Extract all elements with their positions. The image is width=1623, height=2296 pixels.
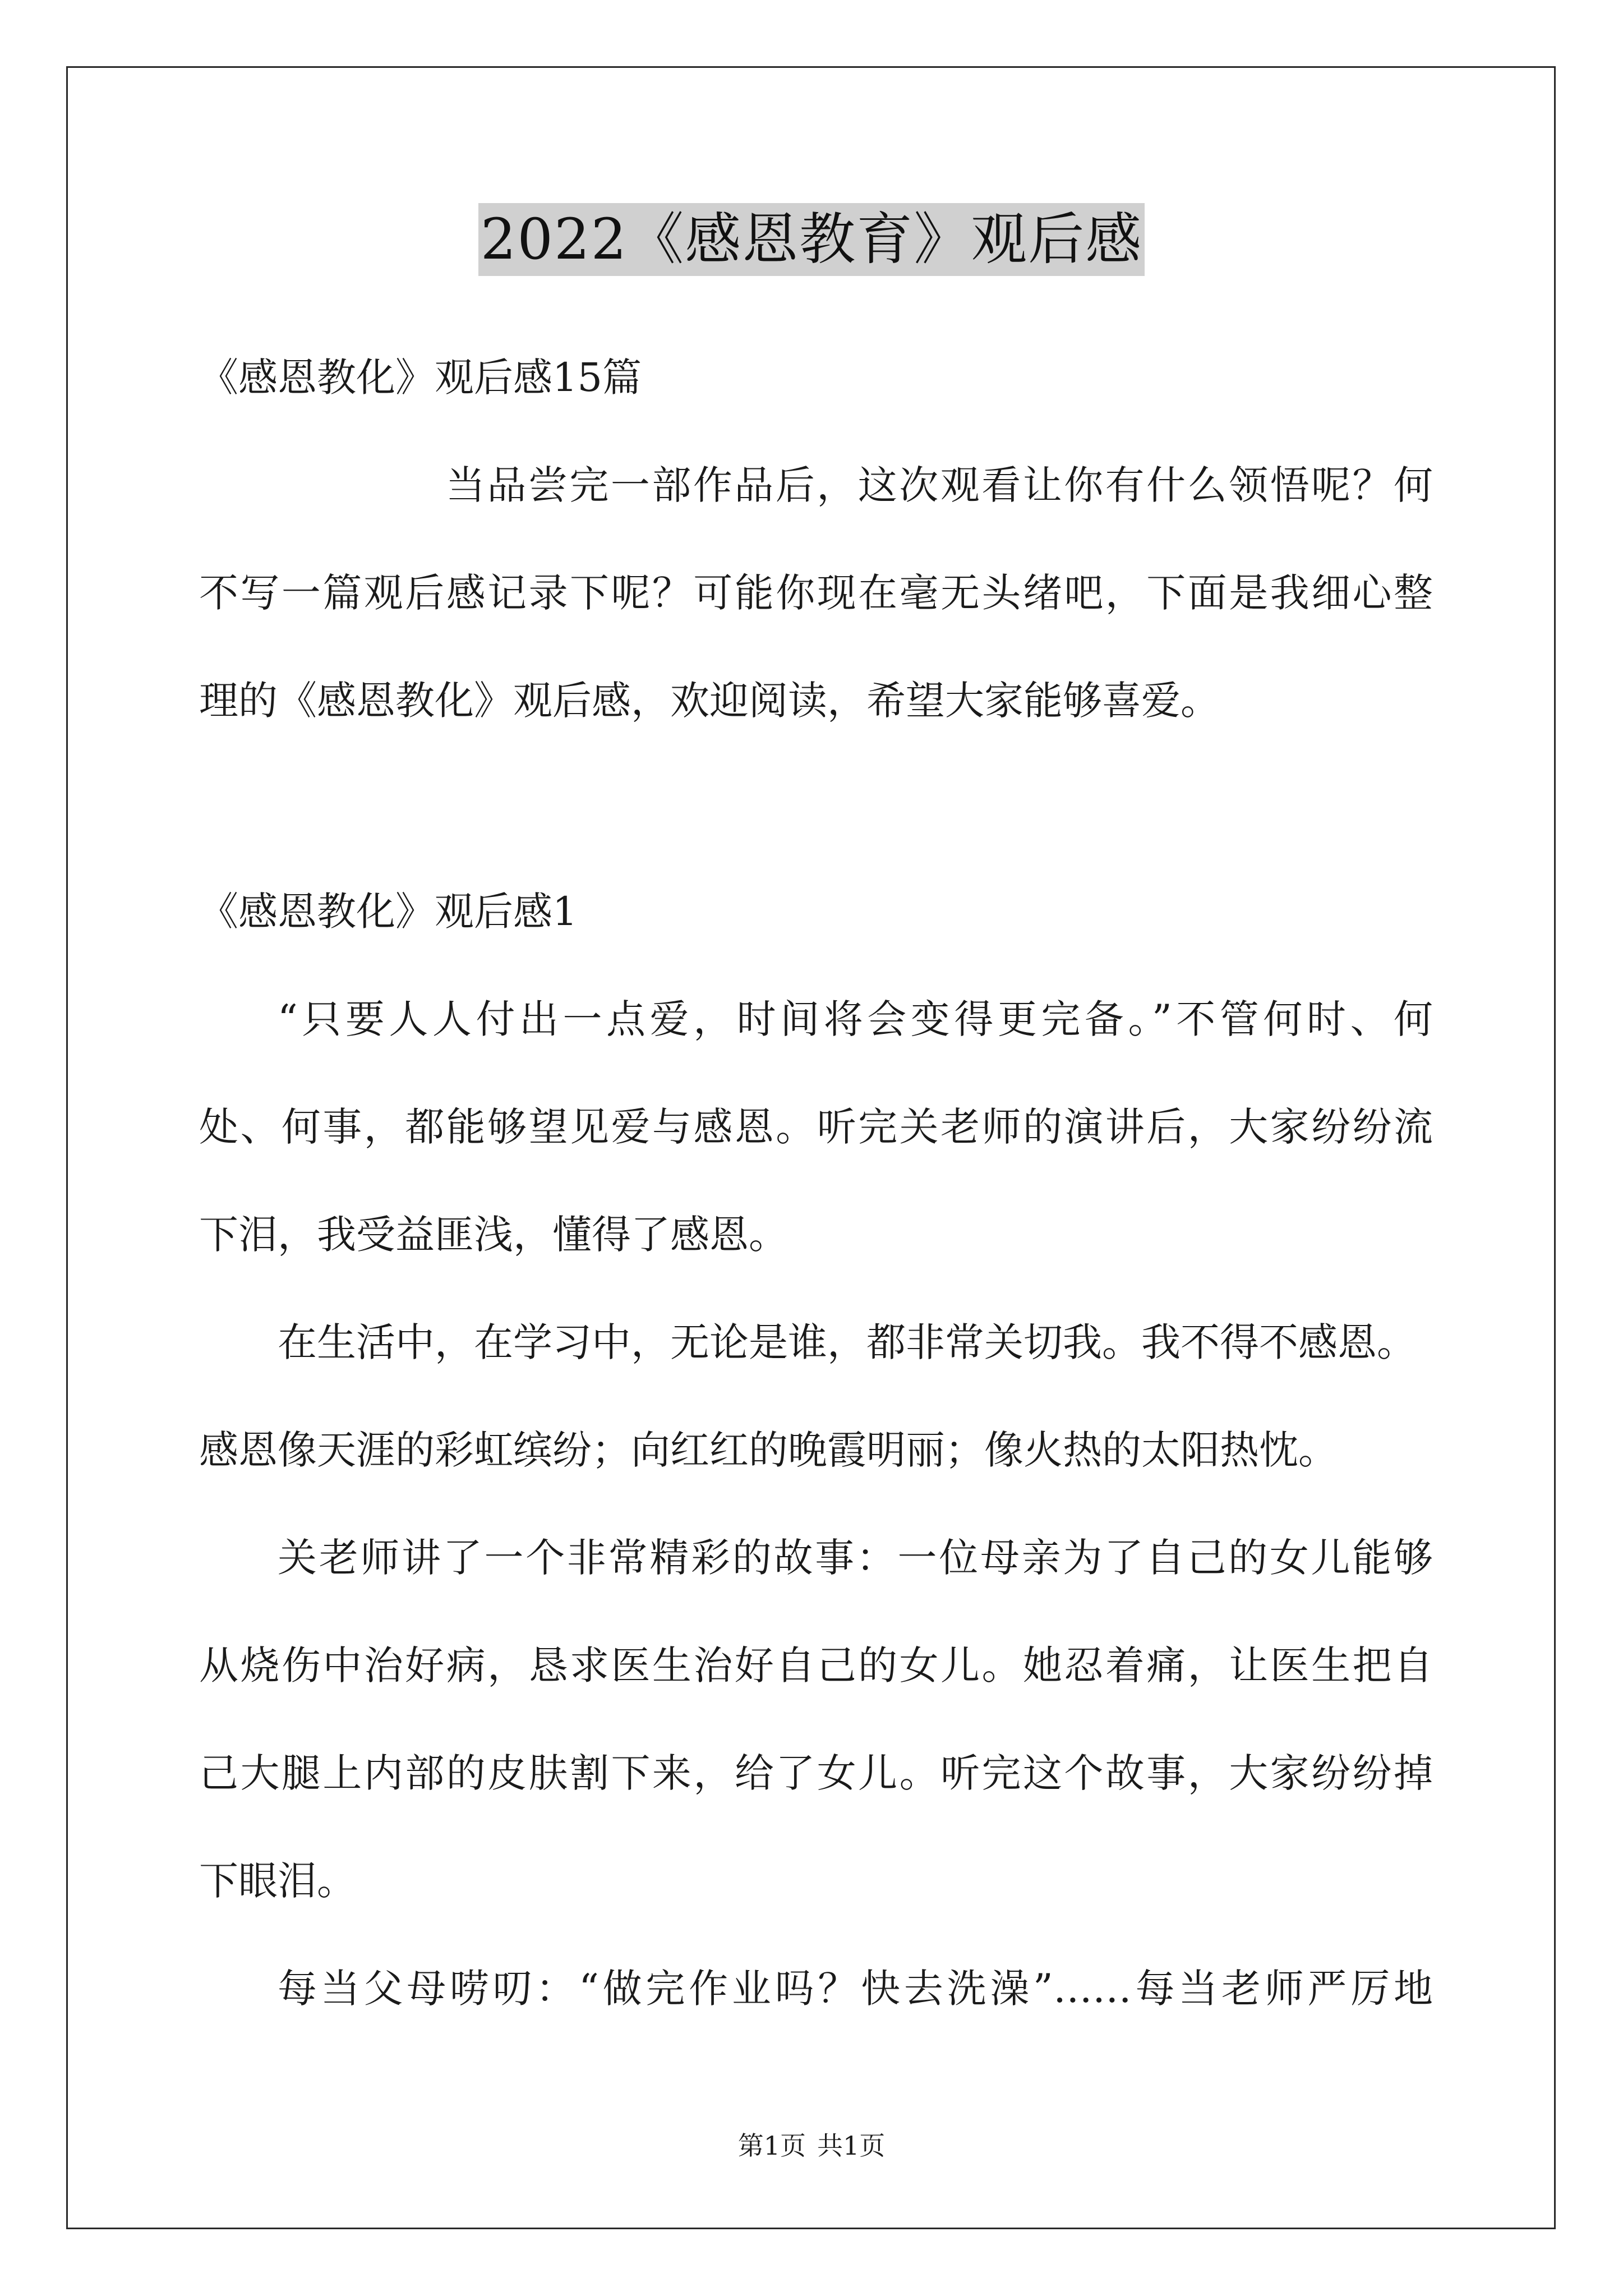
document-subtitle: 《感恩教化》观后感15篇	[199, 355, 642, 401]
section-heading: 《感恩教化》观后感1	[199, 889, 578, 935]
para1-line-3: 下泪，我受益匪浅，懂得了感恩。	[199, 1212, 788, 1258]
intro-line-1: 当品尝完一部作品后，这次观看让你有什么领悟呢？何	[446, 462, 1433, 508]
para1-line-1: “只要人人付出一点爱，时间将会变得更完备。”不管何时、何	[278, 996, 1433, 1042]
page-number: 第1页	[737, 2131, 806, 2161]
para3-line-2: 从烧伤中治好病，恳求医生治好自己的女儿。她忍着痛，让医生把自	[199, 1642, 1433, 1688]
page-footer	[0, 2129, 1623, 2162]
document-title: 2022《感恩教育》观后感	[478, 203, 1145, 276]
para2-line-1: 在生活中，在学习中，无论是谁，都非常关切我。我不得不感恩。	[278, 1319, 1416, 1365]
para3-line-4: 下眼泪。	[199, 1858, 356, 1904]
para1-line-2: 处、何事，都能够望见爱与感恩。听完关老师的演讲后，大家纷纷流	[199, 1104, 1433, 1150]
para3-line-1: 关老师讲了一个非常精彩的故事：一位母亲为了自己的女儿能够	[278, 1535, 1433, 1581]
para4-line-1: 每当父母唠叨：“做完作业吗？快去洗澡”……每当老师严厉地	[278, 1966, 1433, 2012]
title-wrap	[0, 203, 1623, 276]
para2-line-2: 感恩像天涯的彩虹缤纷；向红红的晚霞明丽；像火热的太阳热忱。	[199, 1427, 1338, 1473]
page-total: 共1页	[817, 2131, 886, 2161]
intro-line-3: 理的《感恩教化》观后感，欢迎阅读，希望大家能够喜爱。	[199, 678, 1220, 724]
intro-line-2: 不写一篇观后感记录下呢？可能你现在毫无头绪吧，下面是我细心整	[199, 570, 1433, 616]
para3-line-3: 己大腿上内部的皮肤割下来，给了女儿。听完这个故事，大家纷纷掉	[199, 1750, 1433, 1796]
